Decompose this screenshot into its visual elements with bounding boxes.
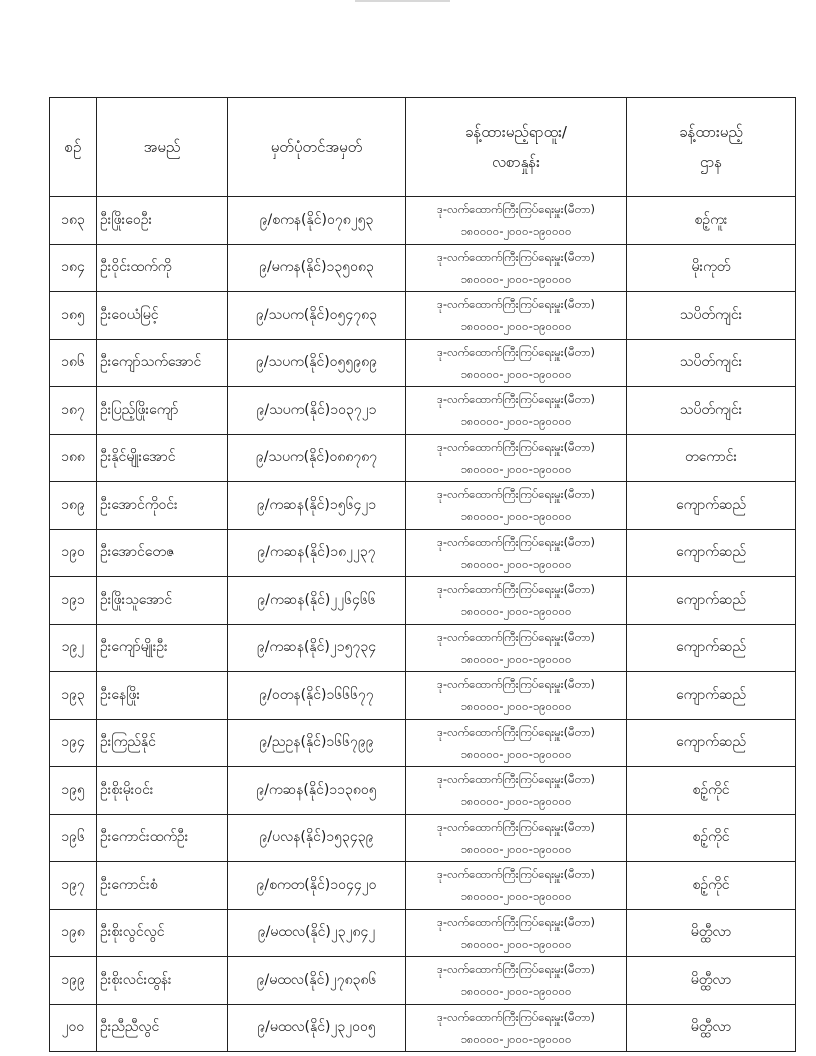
salary-scale-text: ၁၈၀၀၀၀-၂၀၀၀-၁၉၀၀၀၀: [460, 319, 572, 334]
table-row: [50, 434, 796, 482]
salary-scale-text: ၁၈၀၀၀၀-၂၀၀၀-၁၉၀၀၀၀: [460, 984, 572, 999]
salary-scale-text: ၁၈၀၀၀၀-၂၀၀၀-၁၉၀၀၀၀: [460, 366, 572, 381]
row-number: ၁၈၅: [50, 292, 97, 340]
designation-salary: [406, 624, 627, 672]
registration-number: ၉/စကတ(နိုင်)၁၀၄၄၂၀: [228, 862, 406, 910]
appointment-list-sheet: [49, 97, 795, 1052]
table-row: [50, 292, 796, 340]
registration-number: ၉/သပက(နိုင်)၁၀၃၇၂၁: [228, 387, 406, 435]
row-number: ၁၉၁: [50, 577, 97, 625]
designation-text: ဒု-လက်ထောက်ကြီးကြပ်ရေးမှူး(မီတာ): [436, 677, 596, 692]
registration-number: ၉/ပလန(နိုင်)၁၅၃၄၃၉: [228, 814, 406, 862]
registration-number: ၉/မထလ(နိုင်)၂၃၂၀၀၅: [228, 1004, 406, 1052]
salary-scale-text: ၁၈၀၀၀၀-၂၀၀၀-၁၉၀၀၀၀: [460, 889, 572, 904]
designation-salary: [406, 1004, 627, 1052]
salary-scale-text: ၁၈၀၀၀၀-၂၀၀၀-၁၉၀၀၀၀: [460, 461, 572, 476]
department: မိတ္ထီလာ: [627, 957, 796, 1005]
department: ကျောက်ဆည်: [627, 672, 796, 720]
table-row: [50, 624, 796, 672]
salary-scale-text: ၁၈၀၀၀၀-၂၀၀၀-၁၉၀၀၀၀: [460, 414, 572, 429]
department: ကျောက်ဆည်: [627, 624, 796, 672]
department: သပိတ်ကျင်း: [627, 387, 796, 435]
appointment-table: [49, 97, 796, 1052]
salary-scale-text: ၁၈၀၀၀၀-၂၀၀၀-၁၉၀၀၀၀: [460, 746, 572, 761]
department: မိတ္ထီလာ: [627, 909, 796, 957]
department: စဉ့်ကိုင်: [627, 814, 796, 862]
person-name: ဦးဖြိုးသူအောင်: [97, 577, 228, 625]
person-name: ဦးညီညီလွင်: [97, 1004, 228, 1052]
row-number: ၁၉၅: [50, 767, 97, 815]
registration-number: ၉/သပက(နိုင်)၀၈၈၇၈၇: [228, 434, 406, 482]
designation-salary: [406, 434, 627, 482]
designation-text: ဒု-လက်ထောက်ကြီးကြပ်ရေးမှူး(မီတာ): [436, 249, 596, 264]
department: ကျောက်ဆည်: [627, 529, 796, 577]
table-row: [50, 387, 796, 435]
salary-scale-text: ၁၈၀၀၀၀-၂၀၀၀-၁၉၀၀၀၀: [460, 556, 572, 571]
person-name: ဦးကျော်မျိုးဦး: [97, 624, 228, 672]
designation-text: ဒု-လက်ထောက်ကြီးကြပ်ရေးမှူး(မီတာ): [436, 202, 596, 217]
table-row: [50, 862, 796, 910]
department: စဉ့်ကူး: [627, 197, 796, 245]
row-number: ၁၉၇: [50, 862, 97, 910]
header-no: စဉ်: [50, 98, 97, 197]
row-number: ၁၈၇: [50, 387, 97, 435]
registration-number: ၉/စကန(နိုင်)၀၇၈၂၅၃: [228, 197, 406, 245]
department: သပိတ်ကျင်း: [627, 339, 796, 387]
table-row: [50, 1004, 796, 1052]
designation-salary: [406, 672, 627, 720]
row-number: ၁၉၈: [50, 909, 97, 957]
salary-scale-text: ၁၈၀၀၀၀-၂၀၀၀-၁၉၀၀၀၀: [460, 699, 572, 714]
registration-number: ၉/မထလ(နိုင်)၂၇၈၃၈၆: [228, 957, 406, 1005]
person-name: ဦးစိုးမိုးဝင်း: [97, 767, 228, 815]
table-row: [50, 197, 796, 245]
person-name: ဦးကြည်နိုင်: [97, 719, 228, 767]
designation-text: ဒု-လက်ထောက်ကြီးကြပ်ရေးမှူး(မီတာ): [436, 297, 596, 312]
registration-number: ၉/ကဆန(နိုင်)၁၁၃၈၀၅: [228, 767, 406, 815]
registration-number: ၉/မထလ(နိုင်)၂၃၂၈၄၂: [228, 909, 406, 957]
table-row: [50, 719, 796, 767]
registration-number: ၉/ညဥန(နိုင်)၁၆၆၇၉၉: [228, 719, 406, 767]
department: ကျောက်ဆည်: [627, 719, 796, 767]
salary-scale-text: ၁၈၀၀၀၀-၂၀၀၀-၁၉၀၀၀၀: [460, 509, 572, 524]
designation-salary: [406, 814, 627, 862]
table-header-row: [50, 98, 796, 197]
row-number: ၁၈၃: [50, 197, 97, 245]
person-name: ဦးပြည့်ဖြိုးကျော်: [97, 387, 228, 435]
row-number: ၁၈၉: [50, 482, 97, 530]
designation-text: ဒု-လက်ထောက်ကြီးကြပ်ရေးမှူး(မီတာ): [436, 1009, 596, 1024]
row-number: ၁၉၃: [50, 672, 97, 720]
header-designation-line1: ခန့်ထားမည့်ရာထူး/: [465, 123, 567, 141]
designation-salary: [406, 862, 627, 910]
designation-text: ဒု-လက်ထောက်ကြီးကြပ်ရေးမှူး(မီတာ): [436, 392, 596, 407]
designation-text: ဒု-လက်ထောက်ကြီးကြပ်ရေးမှူး(မီတာ): [436, 819, 596, 834]
header-name: အမည်: [97, 98, 228, 197]
salary-scale-text: ၁၈၀၀၀၀-၂၀၀၀-၁၉၀၀၀၀: [460, 271, 572, 286]
table-row: [50, 814, 796, 862]
designation-salary: [406, 909, 627, 957]
designation-salary: [406, 339, 627, 387]
designation-text: ဒု-လက်ထောက်ကြီးကြပ်ရေးမှူး(မီတာ): [436, 344, 596, 359]
person-name: ဦးဖြိုးဝေဦး: [97, 197, 228, 245]
table-body: [50, 197, 796, 1052]
designation-text: ဒု-လက်ထောက်ကြီးကြပ်ရေးမှူး(မီတာ): [436, 487, 596, 502]
registration-number: ၉/သပက(နိုင်)၀၅၅၉၈၉: [228, 339, 406, 387]
table-row: [50, 767, 796, 815]
department: မိတ္ထီလာ: [627, 1004, 796, 1052]
person-name: ဦးနေဖြိုး: [97, 672, 228, 720]
registration-number: ၉/ကဆန(နိုင်)၂၁၅၇၃၄: [228, 624, 406, 672]
header-id: မှတ်ပုံတင်အမှတ်: [228, 98, 406, 197]
designation-text: ဒု-လက်ထောက်ကြီးကြပ်ရေးမှူး(မီတာ): [436, 439, 596, 454]
person-name: ဦးကောင်းစံ: [97, 862, 228, 910]
designation-salary: [406, 577, 627, 625]
row-number: ၁၉၉: [50, 957, 97, 1005]
designation-salary: [406, 482, 627, 530]
registration-number: ၉/မကန(နိုင်)၁၃၅၀၈၃: [228, 244, 406, 292]
person-name: ဦးနိုင်မျိုးအောင်: [97, 434, 228, 482]
row-number: ၁၈၄: [50, 244, 97, 292]
designation-text: ဒု-လက်ထောက်ကြီးကြပ်ရေးမှူး(မီတာ): [436, 629, 596, 644]
table-row: [50, 482, 796, 530]
designation-text: ဒု-လက်ထောက်ကြီးကြပ်ရေးမှူး(မီတာ): [436, 867, 596, 882]
header-designation: [406, 98, 627, 197]
header-department-line2: ဌာန: [699, 153, 723, 171]
designation-text: ဒု-လက်ထောက်ကြီးကြပ်ရေးမှူး(မီတာ): [436, 962, 596, 977]
table-row: [50, 909, 796, 957]
page-edge-mark: [355, 0, 450, 2]
salary-scale-text: ၁၈၀၀၀၀-၂၀၀၀-၁၉၀၀၀၀: [460, 841, 572, 856]
person-name: ဦးဝေယံမြင့်: [97, 292, 228, 340]
person-name: ဦးအောင်ကိုဝင်း: [97, 482, 228, 530]
table-row: [50, 957, 796, 1005]
department: သပိတ်ကျင်း: [627, 292, 796, 340]
person-name: ဦးကောင်းထက်ဦး: [97, 814, 228, 862]
department: စဉ့်ကိုင်: [627, 862, 796, 910]
registration-number: ၉/သပက(နိုင်)၀၅၄၇၈၃: [228, 292, 406, 340]
header-department: [627, 98, 796, 197]
salary-scale-text: ၁၈၀၀၀၀-၂၀၀၀-၁၉၀၀၀၀: [460, 936, 572, 951]
salary-scale-text: ၁၈၀၀၀၀-၂၀၀၀-၁၉၀၀၀၀: [460, 794, 572, 809]
designation-salary: [406, 197, 627, 245]
person-name: ဦးစိုးလင်းထွန်း: [97, 957, 228, 1005]
header-department-line1: ခန့်ထားမည့်: [679, 123, 743, 141]
registration-number: ၉/ကဆန(နိုင်)၁၅၆၄၂၁: [228, 482, 406, 530]
table-row: [50, 244, 796, 292]
registration-number: ၉/ဝတန(နိုင်)၁၆၆၆၇၇: [228, 672, 406, 720]
header-designation-line2: လစာနှုန်း: [492, 153, 540, 171]
row-number: ၁၈၆: [50, 339, 97, 387]
row-number: ၁၉၄: [50, 719, 97, 767]
person-name: ဦးအောင်တေဇ: [97, 529, 228, 577]
designation-text: ဒု-လက်ထောက်ကြီးကြပ်ရေးမှူး(မီတာ): [436, 534, 596, 549]
registration-number: ၉/ကဆန(နိုင်)၁၈၂၂၃၇: [228, 529, 406, 577]
person-name: ဦးဝိုင်းထက်ကို: [97, 244, 228, 292]
designation-salary: [406, 244, 627, 292]
department: မိုးကုတ်: [627, 244, 796, 292]
row-number: ၁၉၂: [50, 624, 97, 672]
designation-salary: [406, 767, 627, 815]
salary-scale-text: ၁၈၀၀၀၀-၂၀၀၀-၁၉၀၀၀၀: [460, 651, 572, 666]
designation-salary: [406, 719, 627, 767]
designation-text: ဒု-လက်ထောက်ကြီးကြပ်ရေးမှူး(မီတာ): [436, 724, 596, 739]
designation-text: ဒု-လက်ထောက်ကြီးကြပ်ရေးမှူး(မီတာ): [436, 772, 596, 787]
designation-salary: [406, 529, 627, 577]
row-number: ၁၈၈: [50, 434, 97, 482]
designation-text: ဒု-လက်ထောက်ကြီးကြပ်ရေးမှူး(မီတာ): [436, 582, 596, 597]
row-number: ၂၀၀: [50, 1004, 97, 1052]
table-row: [50, 339, 796, 387]
designation-salary: [406, 957, 627, 1005]
department: ကျောက်ဆည်: [627, 482, 796, 530]
department: စဉ့်ကိုင်: [627, 767, 796, 815]
salary-scale-text: ၁၈၀၀၀၀-၂၀၀၀-၁၉၀၀၀၀: [460, 604, 572, 619]
designation-salary: [406, 292, 627, 340]
row-number: ၁၉၆: [50, 814, 97, 862]
department: တကောင်း: [627, 434, 796, 482]
designation-text: ဒု-လက်ထောက်ကြီးကြပ်ရေးမှူး(မီတာ): [436, 914, 596, 929]
person-name: ဦးကျော်သက်အောင်: [97, 339, 228, 387]
row-number: ၁၉၀: [50, 529, 97, 577]
table-row: [50, 577, 796, 625]
table-row: [50, 672, 796, 720]
designation-salary: [406, 387, 627, 435]
person-name: ဦးစိုးလွင်လွင်: [97, 909, 228, 957]
salary-scale-text: ၁၈၀၀၀၀-၂၀၀၀-၁၉၀၀၀၀: [460, 224, 572, 239]
department: ကျောက်ဆည်: [627, 577, 796, 625]
table-row: [50, 529, 796, 577]
salary-scale-text: ၁၈၀၀၀၀-၂၀၀၀-၁၉၀၀၀၀: [460, 1031, 572, 1046]
registration-number: ၉/ကဆန(နိုင်)၂၂၆၄၆၆: [228, 577, 406, 625]
